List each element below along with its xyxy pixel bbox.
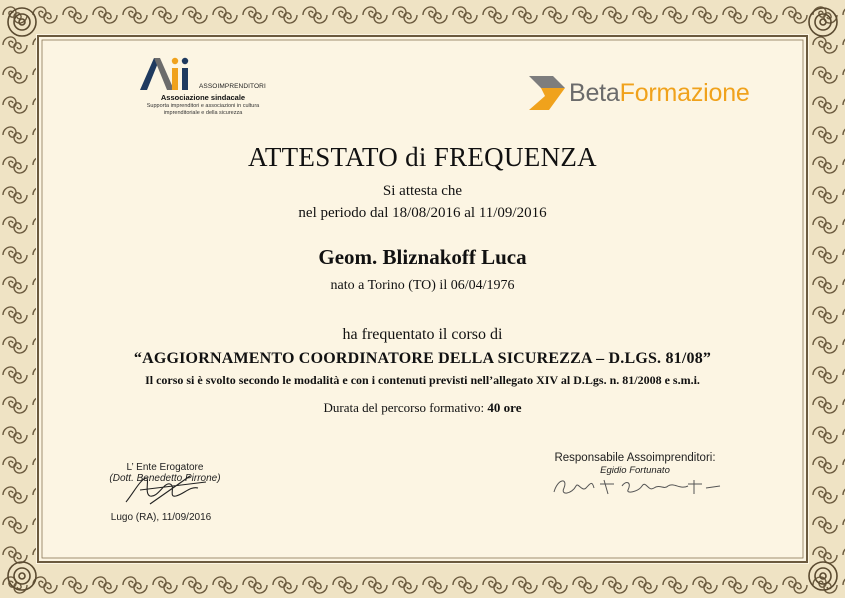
assoimprenditori-emblem-icon (138, 52, 198, 92)
holder-name: Geom. Bliznakoff Luca (318, 245, 527, 269)
issuer-role: L’ Ente Erogatore (126, 462, 204, 473)
course-notes: Il corso si è svolto secondo le modalità e con i contenuti previsti nell’allegato XIV al D.Lgs. n. 81/2008 e s.m.i. (145, 373, 700, 387)
birth-info: nato a Torino (TO) il 06/04/1976 (330, 278, 515, 293)
period-line: nel periodo dal 18/08/2016 al 11/09/2016 (298, 205, 547, 221)
betaformazione-logo (527, 72, 797, 116)
attestation-line: Si attesta che (382, 183, 463, 199)
responsible-name: Egidio Fortunato (600, 465, 670, 476)
betaformazione-wordmark: BetaFormazione (569, 79, 750, 107)
certificate-title: ATTESTATO di FREQUENZA (248, 142, 597, 172)
responsible-role: Responsabile Assoimprenditori: (554, 452, 716, 464)
issuer-name: (Dott. Benedetto Pirrone) (109, 473, 221, 484)
course-title: “AGGIORNAMENTO COORDINATORE DELLA SICUREZZA – D.LGS. 81/08” (133, 350, 712, 367)
attended-line: ha frequentato il corso di (342, 326, 503, 343)
assoimprenditori-logo (138, 52, 266, 122)
assoimprenditori-subtitle: Associazione sindacale (160, 93, 246, 102)
date-to: 11/09/2016 (478, 205, 547, 221)
responsible-handwritten-signature (548, 474, 728, 500)
duration-value: 40 ore (487, 400, 522, 415)
assoimprenditori-brand: ASSOIMPRENDITORI (199, 83, 266, 90)
date-from: 18/08/2016 (392, 205, 461, 221)
assoimprenditori-tagline: Supporta imprenditori e associazioni in cultura imprenditoriale e della sicurezza (146, 103, 260, 116)
place-date: Lugo (RA), 11/09/2016 (110, 512, 212, 523)
responsible-signature-block (540, 452, 730, 476)
issuer-handwritten-signature (120, 472, 220, 508)
duration-line: Durata del percorso formativo: 40 ore (323, 400, 522, 415)
betaformazione-arrow-icon (527, 74, 567, 112)
